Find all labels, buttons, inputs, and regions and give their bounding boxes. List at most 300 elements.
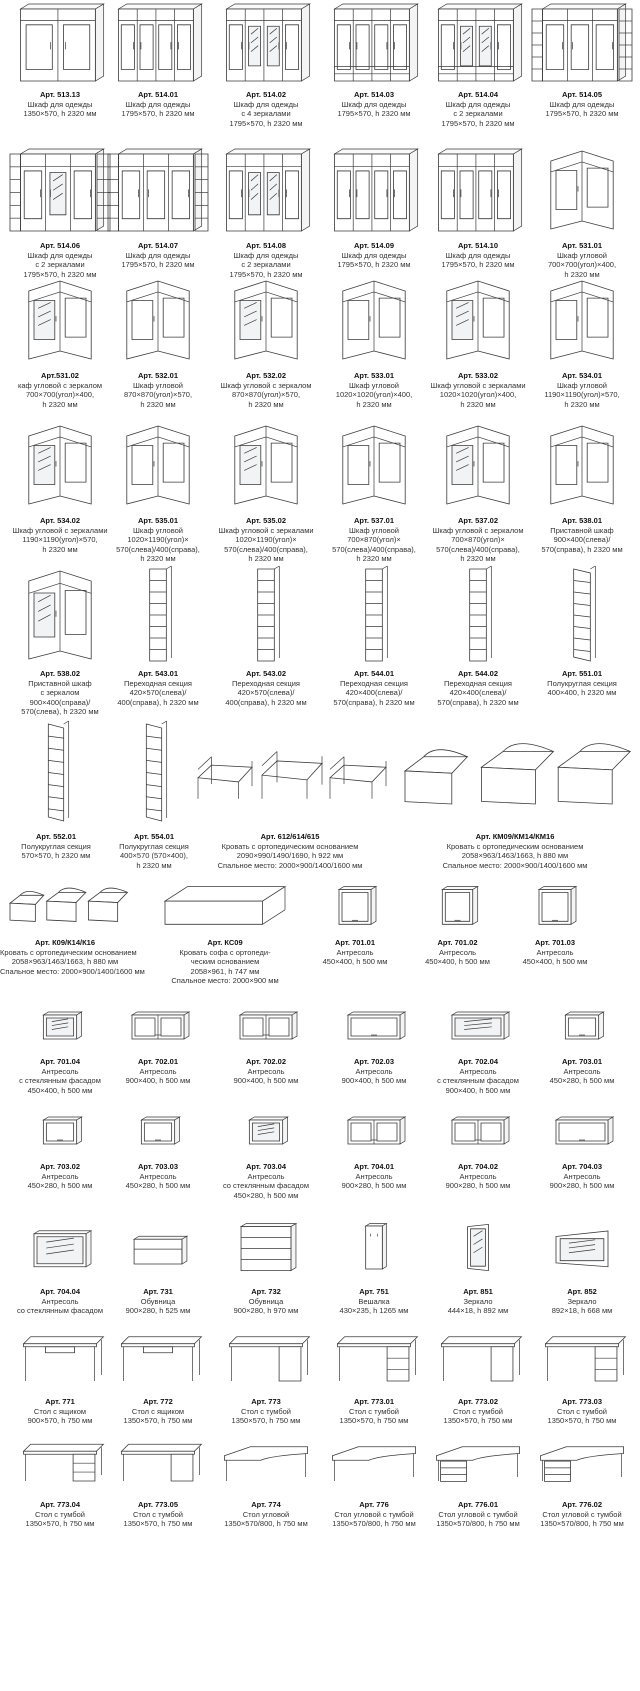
product-drawing-icon: [8, 1330, 112, 1385]
product-card[interactable]: [0, 875, 145, 980]
product-card[interactable]: [530, 420, 634, 558]
product-description-line: 1795×570, h 2320 мм: [23, 269, 97, 279]
product-article: Арт. 544.02: [457, 669, 499, 678]
product-description-line: Шкаф для одежды: [341, 99, 407, 109]
product-description-line: Обувница: [248, 1296, 284, 1306]
product-card[interactable]: [214, 1330, 318, 1429]
product-caption: [322, 1162, 426, 1191]
product-drawing-icon: [8, 1220, 112, 1275]
product-description-line: 1350×570, h 750 мм: [123, 1519, 193, 1529]
product-card[interactable]: [214, 1110, 318, 1204]
product-card[interactable]: [322, 420, 426, 568]
product-article: Арт. 514.03: [353, 90, 395, 99]
product-caption: [322, 669, 426, 707]
product-card[interactable]: [106, 275, 210, 413]
product-caption: [8, 516, 112, 554]
product-caption: [322, 371, 426, 409]
product-description-line: h 2320 мм: [460, 554, 496, 564]
product-card[interactable]: [426, 420, 530, 568]
product-drawing-icon: [426, 145, 530, 235]
product-description-line: h 2320 мм: [140, 399, 176, 409]
product-description-line: с стеклянным фасадом: [19, 1076, 101, 1086]
product-description-line: 1350×570/800, h 750 мм: [224, 1519, 308, 1529]
product-article: Арт. 537.01: [353, 516, 395, 525]
product-drawing-icon: [214, 420, 318, 510]
product-description-line: 1795×570, h 2320 мм: [337, 260, 411, 270]
product-card[interactable]: [106, 1330, 210, 1429]
product-caption: [530, 90, 634, 119]
product-drawing-icon: [8, 420, 112, 510]
product-card[interactable]: [8, 720, 104, 864]
product-card[interactable]: [214, 565, 318, 711]
product-article: Арт. 704.03: [561, 1162, 603, 1171]
product-description-line: Антресоль: [247, 1066, 285, 1076]
product-article: Арт. 704.02: [457, 1162, 499, 1171]
product-description-line: Приставной шкаф: [550, 525, 614, 535]
product-card[interactable]: [322, 1110, 426, 1194]
product-description-line: Полукруглая секция: [119, 841, 189, 851]
product-drawing-icon: [214, 1440, 318, 1485]
product-description-line: 570(слева)/400(справа),: [436, 544, 520, 554]
product-drawing-icon: [530, 565, 634, 665]
product-description-line: 450×400, h 500 мм: [27, 1085, 93, 1095]
product-caption: [8, 669, 112, 717]
product-card[interactable]: [505, 875, 605, 970]
product-drawing-icon: [322, 1005, 426, 1045]
product-description-line: 1350×570, h 2320 мм: [23, 109, 97, 119]
product-description-line: Антресоль: [41, 1066, 79, 1076]
product-article: Арт. 514.01: [137, 90, 179, 99]
product-drawing-icon: [530, 420, 634, 510]
product-description-line: h 2320 мм: [356, 554, 392, 564]
product-description-line: Вешалка: [358, 1296, 390, 1306]
product-description-line: Шкаф для одежды: [549, 99, 615, 109]
product-card[interactable]: [322, 0, 426, 122]
product-description-line: 1795×570, h 2320 мм: [121, 260, 195, 270]
product-description-line: Полукруглая секция: [547, 678, 617, 688]
product-caption: [426, 371, 530, 409]
product-description-line: 570(слева)/400(справа),: [224, 544, 308, 554]
product-drawing-icon: [322, 0, 426, 85]
product-description-line: 1020×1020(угол)×400,: [439, 390, 517, 400]
product-caption: [214, 1057, 318, 1086]
product-card[interactable]: [8, 565, 112, 721]
product-description-line: с зеркалом: [40, 688, 80, 698]
product-description-line: 1350×570/800, h 750 мм: [436, 1519, 520, 1529]
product-description-line: 2058×961, h 747 мм: [190, 966, 260, 976]
product-description-line: Стол угловой: [242, 1509, 290, 1519]
product-description-line: Стол с тумбой: [35, 1509, 85, 1519]
product-description-line: 570(слева), h 2320 мм: [21, 707, 99, 717]
product-description-line: Кровать с ортопедическим основанием: [446, 841, 584, 851]
product-card[interactable]: [322, 565, 426, 711]
product-card[interactable]: [8, 1005, 112, 1099]
product-description-line: 444×18, h 892 мм: [447, 1306, 509, 1316]
product-caption: [106, 1057, 210, 1086]
product-drawing-icon: [190, 720, 390, 825]
product-caption: [530, 1162, 634, 1191]
product-card[interactable]: [8, 1440, 112, 1532]
product-caption: [106, 1500, 210, 1529]
product-article: Арт. 535.02: [245, 516, 287, 525]
product-card[interactable]: [8, 1330, 112, 1429]
product-drawing-icon: [530, 1005, 634, 1045]
product-description-line: 892×18, h 668 мм: [551, 1306, 613, 1316]
product-card[interactable]: [410, 875, 505, 970]
product-drawing-icon: [106, 565, 210, 665]
product-caption: [214, 516, 318, 564]
product-caption: [530, 371, 634, 409]
product-card[interactable]: [426, 275, 530, 413]
product-description-line: Антресоль: [355, 1171, 393, 1181]
product-description-line: 1350×570, h 750 мм: [25, 1519, 95, 1529]
product-description-line: 900×280, h 970 мм: [233, 1306, 299, 1316]
product-description-line: Шкаф для одежды: [233, 99, 299, 109]
product-description-line: 1350×570, h 750 мм: [443, 1416, 513, 1426]
product-drawing-icon: [106, 1005, 210, 1045]
product-description-line: 900×400, h 500 мм: [341, 1076, 407, 1086]
product-description-line: Антресоль: [41, 1296, 79, 1306]
product-article: Арт. 702.03: [353, 1057, 395, 1066]
product-article: Арт. 701.02: [437, 938, 478, 947]
product-drawing-icon: [322, 565, 426, 665]
product-article: Арт. 704.01: [353, 1162, 395, 1171]
product-description-line: Спальное место: 2000×900/1400/1600 мм: [0, 966, 145, 976]
product-article: Арт. 514.05: [561, 90, 603, 99]
product-description-line: Шкаф угловой с зеркалом: [220, 380, 312, 390]
product-drawing-icon: [106, 1110, 210, 1150]
product-card[interactable]: [305, 875, 405, 970]
product-drawing-icon: [8, 275, 112, 365]
product-caption: [106, 371, 210, 409]
product-article: Арт. 544.01: [353, 669, 395, 678]
product-card[interactable]: [106, 720, 202, 874]
product-description-line: Стол угловой с тумбой: [438, 1509, 518, 1519]
product-description-line: 700×700(угол)×400,: [547, 260, 617, 270]
product-drawing-icon: [8, 1005, 112, 1045]
product-description-line: Шкаф угловой: [349, 525, 399, 535]
product-caption: [322, 1397, 426, 1426]
product-article: Арт. 514.09: [353, 241, 395, 250]
product-description-line: 400(справа), h 2320 мм: [225, 697, 307, 707]
product-card[interactable]: [322, 145, 426, 273]
product-description-line: с 2 зеркалами: [35, 260, 85, 270]
product-drawing-icon: [8, 720, 104, 825]
product-caption: [426, 1397, 530, 1426]
product-card[interactable]: [395, 720, 635, 874]
product-description-line: Антресоль: [355, 1066, 393, 1076]
product-description-line: Шкаф угловой: [133, 380, 183, 390]
product-article: Арт. 543.01: [137, 669, 179, 678]
product-description-line: 450×400, h 500 мм: [522, 957, 588, 967]
product-drawing-icon: [530, 1440, 634, 1485]
product-card[interactable]: [530, 1110, 634, 1194]
product-description-line: 450×280, h 500 мм: [125, 1181, 191, 1191]
product-description-line: 1350×570, h 750 мм: [547, 1416, 617, 1426]
product-card[interactable]: [150, 875, 300, 990]
product-caption: [8, 371, 112, 409]
product-card[interactable]: [322, 1220, 426, 1319]
product-card[interactable]: [426, 1005, 530, 1099]
product-caption: [106, 241, 210, 270]
product-card[interactable]: [530, 275, 634, 413]
product-drawing-icon: [395, 720, 635, 825]
product-caption: [106, 1397, 210, 1426]
product-card[interactable]: [530, 145, 634, 283]
product-card[interactable]: [8, 145, 112, 283]
product-card[interactable]: [426, 565, 530, 711]
product-caption: [214, 371, 318, 409]
product-card[interactable]: [322, 1440, 426, 1532]
product-description-line: 570(слева)/400(справа),: [116, 544, 200, 554]
product-drawing-icon: [106, 420, 210, 510]
product-card[interactable]: [426, 1440, 530, 1532]
product-card[interactable]: [214, 145, 318, 283]
product-description-line: ческим основанием: [190, 957, 260, 967]
product-drawing-icon: [150, 875, 300, 933]
product-drawing-icon: [530, 145, 634, 235]
product-card[interactable]: [322, 1005, 426, 1089]
product-description-line: с 2 зеркалами: [241, 260, 291, 270]
product-caption: [426, 1500, 530, 1529]
product-card[interactable]: [106, 1005, 210, 1089]
product-description-line: 2058×963/1463/1663, h 880 мм: [461, 851, 569, 861]
product-drawing-icon: [106, 145, 210, 235]
product-description-line: Стол с ящиком: [131, 1406, 185, 1416]
product-description-line: 900×280, h 525 мм: [125, 1306, 191, 1316]
product-drawing-icon: [322, 275, 426, 365]
product-drawing-icon: [505, 875, 605, 933]
product-card[interactable]: [530, 0, 634, 122]
product-drawing-icon: [426, 565, 530, 665]
product-description-line: 1350×570, h 750 мм: [231, 1416, 301, 1426]
product-description-line: 420×570(слева)/: [237, 688, 295, 698]
product-card[interactable]: [106, 1440, 210, 1532]
product-drawing-icon: [106, 1330, 210, 1385]
product-card[interactable]: [530, 1440, 634, 1532]
product-description-line: 900×400, h 500 мм: [445, 1085, 511, 1095]
product-description-line: Стол с тумбой: [453, 1406, 503, 1416]
product-article: Арт. 774: [251, 1500, 281, 1509]
product-description-line: Стол угловой с тумбой: [542, 1509, 622, 1519]
product-card[interactable]: [214, 275, 318, 413]
product-article: Арт. 701.01: [334, 938, 376, 947]
product-description-line: Антресоль: [536, 947, 574, 957]
product-caption: [426, 1287, 530, 1316]
product-article: Арт. 703.02: [39, 1162, 81, 1171]
product-drawing-icon: [214, 565, 318, 665]
product-card[interactable]: [8, 420, 112, 558]
product-caption: [530, 241, 634, 279]
product-card[interactable]: [530, 1005, 634, 1089]
product-description-line: 900×570, h 750 мм: [27, 1416, 93, 1426]
product-article: Арт.531.02: [41, 371, 79, 380]
product-description-line: 570(справа), h 2320 мм: [333, 697, 415, 707]
product-description-line: Антресоль: [41, 1171, 79, 1181]
product-description-line: Антресоль: [247, 1171, 285, 1181]
product-card[interactable]: [8, 0, 112, 122]
product-description-line: 1795×570, h 2320 мм: [545, 109, 619, 119]
product-description-line: 1020×1190(угол)×: [235, 535, 297, 545]
product-caption: [530, 1057, 634, 1086]
product-description-line: Шкаф угловой с зеркалами: [430, 380, 526, 390]
product-description-line: h 2320 мм: [460, 399, 496, 409]
product-description-line: 450×280, h 500 мм: [549, 1076, 615, 1086]
product-caption: [106, 669, 210, 707]
product-description-line: 1795×570, h 2320 мм: [229, 269, 303, 279]
product-card[interactable]: [106, 420, 210, 568]
product-card[interactable]: [214, 420, 318, 568]
product-drawing-icon: [530, 1330, 634, 1385]
product-card[interactable]: [106, 145, 210, 273]
product-card[interactable]: [322, 1330, 426, 1429]
product-article: Арт. 538.02: [39, 669, 81, 678]
product-caption: [322, 1287, 426, 1316]
product-description-line: 2058×963/1463/1663, h 880 мм: [11, 957, 119, 967]
product-drawing-icon: [426, 1220, 530, 1275]
product-article: Арт. 751: [359, 1287, 389, 1296]
product-card[interactable]: [426, 0, 530, 132]
product-description-line: Спальное место: 2000×900/1400/1600 мм: [217, 860, 363, 870]
product-description-line: Зеркало: [567, 1296, 597, 1306]
product-description-line: Стол с тумбой: [241, 1406, 291, 1416]
product-card[interactable]: [214, 1440, 318, 1532]
product-description-line: Шкаф для одежды: [445, 99, 511, 109]
product-caption: [106, 1287, 210, 1316]
product-caption: [530, 1287, 634, 1316]
product-caption: [426, 90, 530, 128]
product-description-line: Кровать с ортопедическим основанием: [221, 841, 359, 851]
product-card[interactable]: [426, 1110, 530, 1194]
product-description-line: Антресоль: [459, 1171, 497, 1181]
product-drawing-icon: [530, 1220, 634, 1275]
product-description-line: Переходная секция: [340, 678, 408, 688]
product-caption: [426, 1162, 530, 1191]
product-article: Арт. 701.04: [39, 1057, 81, 1066]
product-description-line: Переходная секция: [444, 678, 512, 688]
product-drawing-icon: [426, 275, 530, 365]
product-card[interactable]: [214, 1005, 318, 1089]
product-drawing-icon: [322, 1330, 426, 1385]
product-card[interactable]: [426, 145, 530, 273]
product-description-line: Кровать софа с ортопеди-: [179, 947, 271, 957]
product-description-line: Шкаф угловой с зеркалом: [432, 525, 524, 535]
product-drawing-icon: [322, 1220, 426, 1275]
product-caption: [426, 516, 530, 564]
product-caption: [530, 516, 634, 554]
product-description-line: Полукруглая секция: [21, 841, 91, 851]
product-article: Арт. 731: [143, 1287, 173, 1296]
product-description-line: 450×280, h 500 мм: [233, 1190, 299, 1200]
product-drawing-icon: [8, 0, 112, 85]
product-description-line: 900×280, h 500 мм: [549, 1181, 615, 1191]
product-card[interactable]: [106, 1110, 210, 1194]
product-article: Арт. 851: [463, 1287, 493, 1296]
product-caption: [214, 1500, 318, 1529]
product-caption: [8, 832, 104, 861]
product-card[interactable]: [214, 0, 318, 132]
product-card[interactable]: [106, 565, 210, 711]
product-card[interactable]: [106, 0, 210, 122]
product-description-line: 1350×570/800, h 750 мм: [540, 1519, 624, 1529]
product-caption: [8, 90, 112, 119]
product-drawing-icon: [8, 1110, 112, 1150]
product-card[interactable]: [530, 1220, 634, 1319]
product-card[interactable]: [8, 1110, 112, 1194]
product-article: Арт. 554.01: [133, 832, 175, 841]
product-card[interactable]: [426, 1330, 530, 1429]
product-article: Арт. 732: [251, 1287, 281, 1296]
product-description-line: 1795×570, h 2320 мм: [337, 109, 411, 119]
product-article: Арт. 703.03: [137, 1162, 179, 1171]
product-article: Арт. 612/614/615: [260, 832, 320, 841]
product-drawing-icon: [214, 0, 318, 85]
product-card[interactable]: [530, 1330, 634, 1429]
product-caption: [530, 669, 634, 698]
product-description-line: Стол с тумбой: [133, 1509, 183, 1519]
product-card[interactable]: [322, 275, 426, 413]
product-article: Арт. 514.06: [39, 241, 81, 250]
product-description-line: h 2320 мм: [42, 399, 78, 409]
product-description-line: Приставной шкаф: [28, 678, 92, 688]
product-caption: [410, 938, 505, 967]
product-description-line: Стол с ящиком: [33, 1406, 87, 1416]
product-card[interactable]: [190, 720, 390, 874]
product-description-line: 1795×570, h 2320 мм: [229, 118, 303, 128]
product-drawing-icon: [322, 1440, 426, 1485]
product-article: Арт. 514.04: [457, 90, 499, 99]
product-description-line: 450×280, h 500 мм: [27, 1181, 93, 1191]
product-card[interactable]: [530, 565, 634, 701]
product-description-line: Спальное место: 2000×900/1400/1600 мм: [442, 860, 588, 870]
product-article: Арт. К09/К14/К16: [34, 938, 95, 947]
product-description-line: 1795×570, h 2320 мм: [121, 109, 195, 119]
product-article: Арт. 535.01: [137, 516, 179, 525]
product-caption: [106, 516, 210, 564]
product-card[interactable]: [8, 1220, 112, 1319]
product-caption: [106, 90, 210, 119]
product-caption: [426, 241, 530, 270]
product-drawing-icon: [214, 1110, 318, 1150]
product-caption: [106, 1162, 210, 1191]
product-drawing-icon: [8, 565, 112, 665]
product-card[interactable]: [106, 1220, 210, 1319]
product-article: Арт. 704.04: [39, 1287, 81, 1296]
product-drawing-icon: [322, 1110, 426, 1150]
product-drawing-icon: [426, 1110, 530, 1150]
product-drawing-icon: [106, 275, 210, 365]
product-card[interactable]: [426, 1220, 530, 1319]
product-drawing-icon: [106, 0, 210, 85]
product-description-line: Шкаф для одежды: [445, 250, 511, 260]
product-drawing-icon: [426, 420, 530, 510]
product-card[interactable]: [214, 1220, 318, 1319]
product-caption: [322, 1500, 426, 1529]
product-article: Арт. 551.01: [561, 669, 603, 678]
product-description-line: с 4 зеркалами: [241, 109, 291, 119]
product-caption: [8, 1397, 112, 1426]
product-article: Арт. 702.02: [245, 1057, 287, 1066]
product-drawing-icon: [322, 145, 426, 235]
product-article: Арт. 852: [567, 1287, 597, 1296]
product-description-line: Шкаф для одежды: [125, 99, 191, 109]
product-article: Арт. 534.01: [561, 371, 603, 380]
product-article: Арт. 702.01: [137, 1057, 179, 1066]
product-card[interactable]: [8, 275, 112, 413]
product-description-line: 900×280, h 500 мм: [445, 1181, 511, 1191]
product-description-line: h 2320 мм: [136, 860, 172, 870]
product-caption: [214, 90, 318, 128]
